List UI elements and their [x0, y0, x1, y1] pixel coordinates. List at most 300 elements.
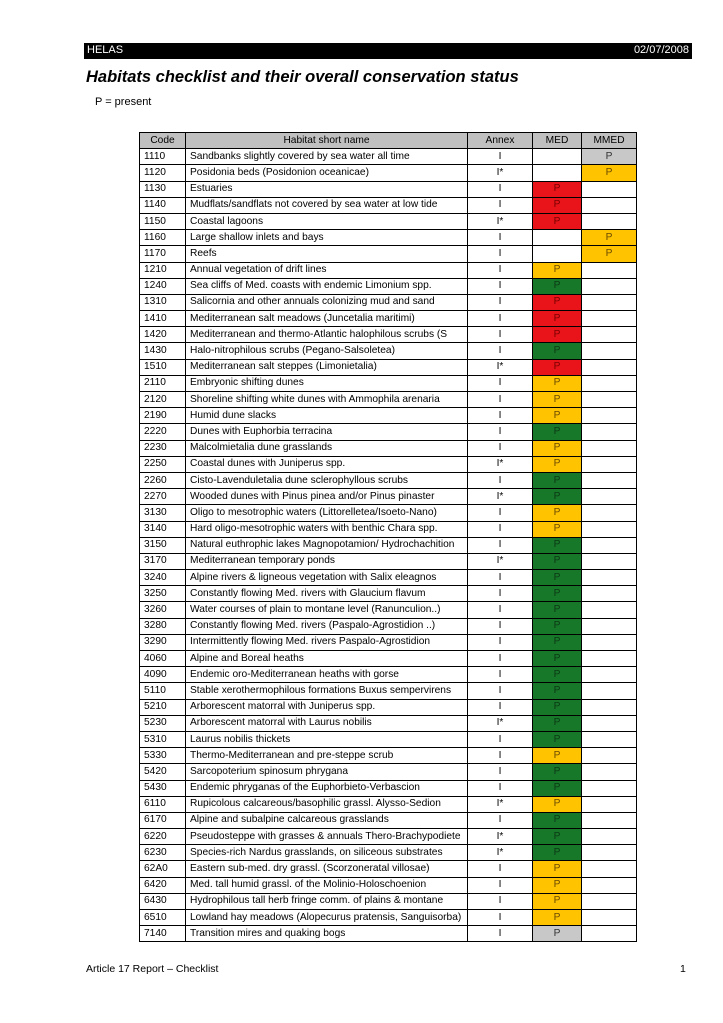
annex-cell: I: [468, 861, 533, 877]
table-row: [140, 408, 637, 424]
med-status-cell: P: [533, 699, 582, 715]
habitat-name-cell: Estuaries: [186, 181, 468, 197]
med-status-cell: P: [533, 213, 582, 229]
habitat-name-cell: Cisto-Lavenduletalia dune sclerophyllous scrubs: [186, 472, 468, 488]
habitat-name-cell: Thermo-Mediterranean and pre-steppe scrub: [186, 748, 468, 764]
med-status-cell: P: [533, 586, 582, 602]
mmed-status-cell: [582, 748, 637, 764]
annex-cell: I: [468, 149, 533, 165]
annex-cell: I: [468, 699, 533, 715]
header-left-text: HELAS: [87, 44, 124, 56]
med-status-cell: P: [533, 343, 582, 359]
med-status-cell: P: [533, 683, 582, 699]
habitat-name-cell: Alpine rivers & ligneous vegetation with Salix eleagnos: [186, 570, 468, 586]
med-status-cell: P: [533, 262, 582, 278]
annex-cell: I: [468, 505, 533, 521]
code-cell: 1430: [140, 343, 186, 359]
habitat-name-cell: Endemic oro-Mediterranean heaths with gorse: [186, 667, 468, 683]
annex-cell: I: [468, 570, 533, 586]
mmed-status-cell: [582, 408, 637, 424]
code-cell: 5110: [140, 683, 186, 699]
habitat-name-cell: Sea cliffs of Med. coasts with endemic Limonium spp.: [186, 278, 468, 294]
annex-cell: I: [468, 586, 533, 602]
code-cell: 1410: [140, 311, 186, 327]
code-cell: 3150: [140, 537, 186, 553]
mmed-status-cell: [582, 731, 637, 747]
table-row: [140, 812, 637, 828]
med-status-cell: P: [533, 375, 582, 391]
annex-cell: I*: [468, 456, 533, 472]
mmed-status-cell: [582, 456, 637, 472]
legend-text: P = present: [95, 96, 152, 108]
annex-cell: I: [468, 748, 533, 764]
mmed-status-cell: [582, 521, 637, 537]
code-cell: 1120: [140, 165, 186, 181]
code-cell: 2110: [140, 375, 186, 391]
code-cell: 1150: [140, 213, 186, 229]
med-status-cell: P: [533, 634, 582, 650]
mmed-status-cell: [582, 910, 637, 926]
code-cell: 1210: [140, 262, 186, 278]
med-status-cell: P: [533, 910, 582, 926]
table-row: [140, 877, 637, 893]
habitat-name-cell: Wooded dunes with Pinus pinea and/or Pinus pinaster: [186, 489, 468, 505]
annex-cell: I: [468, 764, 533, 780]
annex-cell: I: [468, 780, 533, 796]
table-row: [140, 861, 637, 877]
med-status-cell: [533, 230, 582, 246]
code-cell: 2120: [140, 392, 186, 408]
mmed-status-cell: [582, 537, 637, 553]
table-row: [140, 618, 637, 634]
med-status-cell: P: [533, 553, 582, 569]
med-status-cell: P: [533, 278, 582, 294]
med-status-cell: P: [533, 845, 582, 861]
table-row: [140, 149, 637, 165]
table-row: [140, 262, 637, 278]
table-row: [140, 521, 637, 537]
table-row: [140, 181, 637, 197]
habitat-name-cell: Constantly flowing Med. rivers with Glaucium flavum: [186, 586, 468, 602]
code-cell: 5420: [140, 764, 186, 780]
habitat-name-cell: Dunes with Euphorbia terracina: [186, 424, 468, 440]
annex-cell: I*: [468, 829, 533, 845]
annex-cell: I: [468, 278, 533, 294]
med-status-cell: P: [533, 731, 582, 747]
code-cell: 1140: [140, 197, 186, 213]
habitat-name-cell: Alpine and subalpine calcareous grasslands: [186, 812, 468, 828]
annex-cell: I: [468, 197, 533, 213]
mmed-status-cell: [582, 375, 637, 391]
mmed-status-cell: [582, 715, 637, 731]
habitat-name-cell: Med. tall humid grassl. of the Molinio-Holoschoenion: [186, 877, 468, 893]
habitat-name-cell: Malcolmietalia dune grasslands: [186, 440, 468, 456]
habitat-name-cell: Alpine and Boreal heaths: [186, 651, 468, 667]
habitat-name-cell: Posidonia beds (Posidonion oceanicae): [186, 165, 468, 181]
med-status-cell: P: [533, 780, 582, 796]
code-cell: 3250: [140, 586, 186, 602]
habitat-name-cell: Mediterranean salt steppes (Limonietalia): [186, 359, 468, 375]
mmed-status-cell: [582, 634, 637, 650]
med-status-cell: P: [533, 294, 582, 310]
mmed-status-cell: [582, 505, 637, 521]
code-cell: 1110: [140, 149, 186, 165]
table-row: [140, 780, 637, 796]
mmed-status-cell: [582, 278, 637, 294]
annex-cell: I: [468, 521, 533, 537]
code-cell: 3260: [140, 602, 186, 618]
med-status-cell: [533, 246, 582, 262]
code-cell: 7140: [140, 926, 186, 942]
table-row: [140, 440, 637, 456]
annex-cell: I: [468, 327, 533, 343]
habitat-name-cell: Laurus nobilis thickets: [186, 731, 468, 747]
footer-label: Article 17 Report – Checklist: [86, 963, 219, 975]
mmed-status-cell: [582, 780, 637, 796]
habitat-name-cell: Large shallow inlets and bays: [186, 230, 468, 246]
table-row: [140, 311, 637, 327]
annex-cell: I: [468, 343, 533, 359]
annex-cell: I: [468, 262, 533, 278]
mmed-status-cell: [582, 327, 637, 343]
annex-cell: I*: [468, 489, 533, 505]
mmed-status-cell: [582, 586, 637, 602]
table-row: [140, 278, 637, 294]
mmed-status-cell: [582, 570, 637, 586]
annex-cell: I: [468, 311, 533, 327]
mmed-status-cell: [582, 553, 637, 569]
mmed-status-cell: P: [582, 165, 637, 181]
med-status-cell: P: [533, 602, 582, 618]
habitat-name-cell: Arborescent matorral with Laurus nobilis: [186, 715, 468, 731]
med-status-cell: P: [533, 748, 582, 764]
med-status-cell: P: [533, 829, 582, 845]
mmed-status-cell: [582, 602, 637, 618]
habitat-name-cell: Hydrophilous tall herb fringe comm. of plains & montane: [186, 893, 468, 909]
annex-cell: I: [468, 537, 533, 553]
habitat-name-cell: Stable xerothermophilous formations Buxus sempervirens: [186, 683, 468, 699]
mmed-status-cell: [582, 829, 637, 845]
table-row: [140, 586, 637, 602]
code-cell: 2230: [140, 440, 186, 456]
annex-cell: I: [468, 424, 533, 440]
med-status-cell: P: [533, 715, 582, 731]
med-status-cell: P: [533, 651, 582, 667]
mmed-status-cell: [582, 392, 637, 408]
table-row: [140, 634, 637, 650]
mmed-status-cell: P: [582, 230, 637, 246]
column-header-code: Code: [140, 133, 186, 149]
table-row: [140, 699, 637, 715]
code-cell: 3170: [140, 553, 186, 569]
med-status-cell: P: [533, 392, 582, 408]
code-cell: 6430: [140, 893, 186, 909]
code-cell: 6220: [140, 829, 186, 845]
annex-cell: I: [468, 230, 533, 246]
table-row: [140, 489, 637, 505]
med-status-cell: P: [533, 197, 582, 213]
habitat-name-cell: Embryonic shifting dunes: [186, 375, 468, 391]
table-row: [140, 748, 637, 764]
table-row: [140, 926, 637, 942]
mmed-status-cell: [582, 812, 637, 828]
mmed-status-cell: [582, 877, 637, 893]
table-row: [140, 197, 637, 213]
table-row: [140, 375, 637, 391]
table-row: [140, 165, 637, 181]
mmed-status-cell: [582, 667, 637, 683]
habitat-name-cell: Humid dune slacks: [186, 408, 468, 424]
habitat-name-cell: Water courses of plain to montane level (Ranunculion..): [186, 602, 468, 618]
mmed-status-cell: [582, 893, 637, 909]
habitat-name-cell: Salicornia and other annuals colonizing mud and sand: [186, 294, 468, 310]
med-status-cell: P: [533, 181, 582, 197]
med-status-cell: P: [533, 926, 582, 942]
annex-cell: I: [468, 651, 533, 667]
annex-cell: I: [468, 602, 533, 618]
column-header-mmed: MMED: [582, 133, 637, 149]
habitat-name-cell: Arborescent matorral with Juniperus spp.: [186, 699, 468, 715]
mmed-status-cell: [582, 472, 637, 488]
code-cell: 1170: [140, 246, 186, 262]
habitat-name-cell: Rupicolous calcareous/basophilic grassl. Alysso-Sedion: [186, 796, 468, 812]
med-status-cell: P: [533, 877, 582, 893]
code-cell: 6510: [140, 910, 186, 926]
table-row: [140, 424, 637, 440]
habitat-name-cell: Constantly flowing Med. rivers (Paspalo-Agrostidion ..): [186, 618, 468, 634]
code-cell: 1510: [140, 359, 186, 375]
habitat-name-cell: Natural euthrophic lakes Magnopotamion/ Hydrochachition: [186, 537, 468, 553]
med-status-cell: [533, 149, 582, 165]
med-status-cell: P: [533, 311, 582, 327]
annex-cell: I: [468, 731, 533, 747]
code-cell: 5210: [140, 699, 186, 715]
table-row: [140, 456, 637, 472]
med-status-cell: P: [533, 327, 582, 343]
table-row: [140, 537, 637, 553]
habitat-name-cell: Intermittently flowing Med. rivers Paspalo-Agrostidion: [186, 634, 468, 650]
med-status-cell: P: [533, 861, 582, 877]
habitat-name-cell: Hard oligo-mesotrophic waters with benthic Chara spp.: [186, 521, 468, 537]
code-cell: 3130: [140, 505, 186, 521]
annex-cell: I: [468, 618, 533, 634]
code-cell: 1420: [140, 327, 186, 343]
code-cell: 1310: [140, 294, 186, 310]
habitat-name-cell: Sandbanks slightly covered by sea water all time: [186, 149, 468, 165]
annex-cell: I*: [468, 165, 533, 181]
annex-cell: I: [468, 634, 533, 650]
table-row: [140, 359, 637, 375]
med-status-cell: P: [533, 424, 582, 440]
habitat-name-cell: Lowland hay meadows (Alopecurus pratensis, Sanguisorba): [186, 910, 468, 926]
habitat-name-cell: Mudflats/sandflats not covered by sea water at low tide: [186, 197, 468, 213]
table-row: [140, 731, 637, 747]
code-cell: 1130: [140, 181, 186, 197]
med-status-cell: P: [533, 570, 582, 586]
annex-cell: I: [468, 392, 533, 408]
table-row: [140, 845, 637, 861]
annex-cell: I: [468, 294, 533, 310]
habitat-name-cell: Endemic phryganas of the Euphorbieto-Verbascion: [186, 780, 468, 796]
habitat-name-cell: Mediterranean temporary ponds: [186, 553, 468, 569]
code-cell: 2250: [140, 456, 186, 472]
habitat-name-cell: Shoreline shifting white dunes with Ammophila arenaria: [186, 392, 468, 408]
mmed-status-cell: [582, 861, 637, 877]
habitat-name-cell: Mediterranean and thermo-Atlantic halophilous scrubs (S: [186, 327, 468, 343]
mmed-status-cell: [582, 424, 637, 440]
mmed-status-cell: [582, 197, 637, 213]
table-row: [140, 327, 637, 343]
annex-cell: I*: [468, 213, 533, 229]
table-row: [140, 294, 637, 310]
habitat-name-cell: Reefs: [186, 246, 468, 262]
page-title: Habitats checklist and their overall conservation status: [86, 68, 519, 86]
habitat-name-cell: Coastal dunes with Juniperus spp.: [186, 456, 468, 472]
mmed-status-cell: [582, 618, 637, 634]
habitat-name-cell: Mediterranean salt meadows (Juncetalia maritimi): [186, 311, 468, 327]
table-row: [140, 246, 637, 262]
annex-cell: I: [468, 440, 533, 456]
annex-cell: I: [468, 472, 533, 488]
annex-cell: I: [468, 910, 533, 926]
table-row: [140, 893, 637, 909]
med-status-cell: [533, 165, 582, 181]
code-cell: 1160: [140, 230, 186, 246]
column-header-habitat: Habitat short name: [186, 133, 468, 149]
table-row: [140, 796, 637, 812]
table-row: [140, 570, 637, 586]
mmed-status-cell: [582, 796, 637, 812]
table-row: [140, 602, 637, 618]
habitat-name-cell: Species-rich Nardus grasslands, on siliceous substrates: [186, 845, 468, 861]
mmed-status-cell: [582, 262, 637, 278]
table-row: [140, 715, 637, 731]
mmed-status-cell: [582, 845, 637, 861]
mmed-status-cell: [582, 311, 637, 327]
annex-cell: I*: [468, 845, 533, 861]
table-row: [140, 553, 637, 569]
annex-cell: I: [468, 375, 533, 391]
table-body: [140, 149, 637, 942]
column-header-med: MED: [533, 133, 582, 149]
annex-cell: I: [468, 181, 533, 197]
mmed-status-cell: [582, 213, 637, 229]
annex-cell: I: [468, 812, 533, 828]
med-status-cell: P: [533, 618, 582, 634]
code-cell: 6110: [140, 796, 186, 812]
annex-cell: I: [468, 683, 533, 699]
annex-cell: I: [468, 408, 533, 424]
annex-cell: I*: [468, 796, 533, 812]
code-cell: 62A0: [140, 861, 186, 877]
table-row: [140, 651, 637, 667]
code-cell: 6420: [140, 877, 186, 893]
code-cell: 2220: [140, 424, 186, 440]
code-cell: 4060: [140, 651, 186, 667]
code-cell: 3240: [140, 570, 186, 586]
mmed-status-cell: [582, 181, 637, 197]
code-cell: 2190: [140, 408, 186, 424]
code-cell: 5330: [140, 748, 186, 764]
header-bar: [84, 43, 692, 59]
table-row: [140, 230, 637, 246]
habitat-name-cell: Eastern sub-med. dry grassl. (Scorzoneratal villosae): [186, 861, 468, 877]
table-row: [140, 683, 637, 699]
annex-cell: I*: [468, 715, 533, 731]
annex-cell: I: [468, 893, 533, 909]
habitats-table: [139, 132, 637, 942]
med-status-cell: P: [533, 521, 582, 537]
annex-cell: I*: [468, 359, 533, 375]
table-row: [140, 764, 637, 780]
med-status-cell: P: [533, 440, 582, 456]
code-cell: 4090: [140, 667, 186, 683]
mmed-status-cell: P: [582, 149, 637, 165]
mmed-status-cell: P: [582, 246, 637, 262]
code-cell: 3290: [140, 634, 186, 650]
mmed-status-cell: [582, 926, 637, 942]
med-status-cell: P: [533, 893, 582, 909]
habitat-name-cell: Coastal lagoons: [186, 213, 468, 229]
annex-cell: I: [468, 667, 533, 683]
code-cell: 5430: [140, 780, 186, 796]
med-status-cell: P: [533, 472, 582, 488]
med-status-cell: P: [533, 812, 582, 828]
mmed-status-cell: [582, 359, 637, 375]
page-number: 1: [680, 963, 686, 975]
med-status-cell: P: [533, 359, 582, 375]
table-header-row: [140, 133, 637, 149]
code-cell: 5230: [140, 715, 186, 731]
med-status-cell: P: [533, 796, 582, 812]
med-status-cell: P: [533, 764, 582, 780]
table-row: [140, 213, 637, 229]
mmed-status-cell: [582, 651, 637, 667]
med-status-cell: P: [533, 408, 582, 424]
table-row: [140, 343, 637, 359]
mmed-status-cell: [582, 683, 637, 699]
table-row: [140, 472, 637, 488]
habitat-name-cell: Oligo to mesotrophic waters (Littorelletea/Isoeto-Nano): [186, 505, 468, 521]
med-status-cell: P: [533, 489, 582, 505]
habitat-name-cell: Annual vegetation of drift lines: [186, 262, 468, 278]
annex-cell: I: [468, 877, 533, 893]
code-cell: 1240: [140, 278, 186, 294]
code-cell: 6170: [140, 812, 186, 828]
code-cell: 2270: [140, 489, 186, 505]
code-cell: 2260: [140, 472, 186, 488]
habitat-name-cell: Halo-nitrophilous scrubs (Pegano-Salsoletea): [186, 343, 468, 359]
annex-cell: I: [468, 246, 533, 262]
table-row: [140, 910, 637, 926]
mmed-status-cell: [582, 294, 637, 310]
mmed-status-cell: [582, 489, 637, 505]
habitat-name-cell: Transition mires and quaking bogs: [186, 926, 468, 942]
table-row: [140, 505, 637, 521]
med-status-cell: P: [533, 537, 582, 553]
annex-cell: I: [468, 926, 533, 942]
med-status-cell: P: [533, 667, 582, 683]
code-cell: 3280: [140, 618, 186, 634]
habitat-name-cell: Sarcopoterium spinosum phrygana: [186, 764, 468, 780]
mmed-status-cell: [582, 343, 637, 359]
habitat-name-cell: Pseudosteppe with grasses & annuals Thero-Brachypodiete: [186, 829, 468, 845]
header-date: 02/07/2008: [633, 44, 689, 56]
code-cell: 5310: [140, 731, 186, 747]
column-header-annex: Annex: [468, 133, 533, 149]
table-row: [140, 829, 637, 845]
mmed-status-cell: [582, 699, 637, 715]
